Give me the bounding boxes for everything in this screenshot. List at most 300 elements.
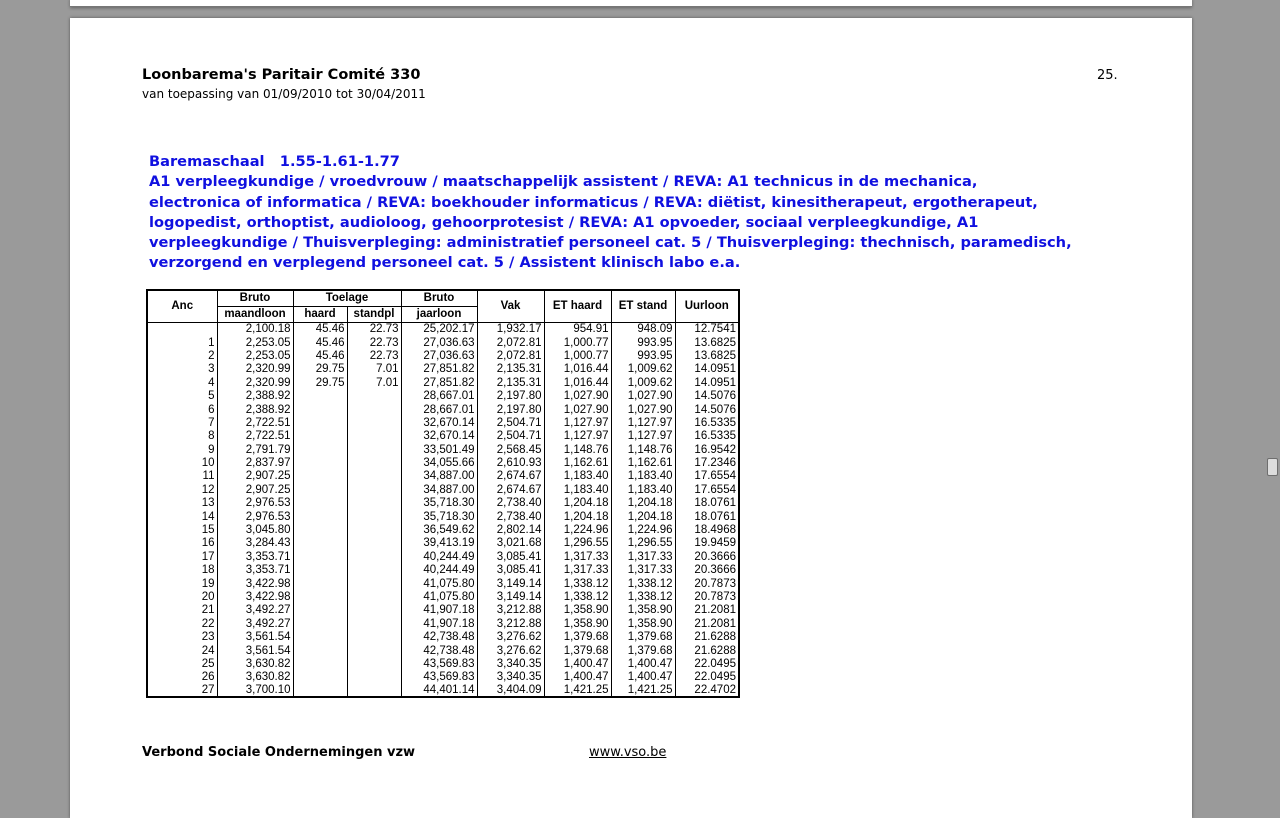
table-cell: 7.01	[347, 376, 401, 389]
table-cell: 2,722.51	[217, 430, 293, 443]
table-row	[147, 510, 739, 523]
table-cell: 2,837.97	[217, 456, 293, 469]
table-cell: 27,851.82	[401, 363, 477, 376]
table-cell: 1,338.12	[544, 590, 611, 603]
table-cell	[347, 630, 401, 643]
table-cell: 41,907.18	[401, 604, 477, 617]
table-cell: 1,162.61	[544, 456, 611, 469]
table-cell: 21.6288	[675, 630, 739, 643]
table-cell: 1,421.25	[611, 684, 675, 697]
table-cell	[347, 617, 401, 630]
table-cell: 1,127.97	[611, 430, 675, 443]
table-cell: 954.91	[544, 323, 611, 336]
table-cell: 993.95	[611, 336, 675, 349]
table-cell	[347, 644, 401, 657]
scale-heading: Baremaschaal 1.55-1.61-1.77	[149, 153, 400, 170]
table-cell: 13.6825	[675, 349, 739, 362]
table-cell: 2,197.80	[477, 389, 544, 402]
table-cell	[293, 443, 347, 456]
table-cell: 1,296.55	[611, 537, 675, 550]
table-cell: 1,127.97	[544, 416, 611, 429]
table-cell: 21.2081	[675, 604, 739, 617]
table-cell	[347, 443, 401, 456]
document-page	[70, 18, 1192, 818]
col-header-jaarloon: jaarloon	[401, 307, 477, 323]
table-cell: 2,976.53	[217, 510, 293, 523]
table-cell: 35,718.30	[401, 510, 477, 523]
table-cell: 44,401.14	[401, 684, 477, 697]
table-cell: 27	[147, 684, 217, 697]
table-cell: 39,413.19	[401, 537, 477, 550]
table-cell	[347, 456, 401, 469]
table-cell: 22.73	[347, 349, 401, 362]
table-cell: 1,148.76	[544, 443, 611, 456]
table-cell: 2	[147, 349, 217, 362]
table-cell: 9	[147, 443, 217, 456]
table-cell: 26	[147, 671, 217, 684]
table-cell: 29.75	[293, 363, 347, 376]
table-cell: 3,492.27	[217, 604, 293, 617]
table-cell: 3,561.54	[217, 644, 293, 657]
table-cell: 17.2346	[675, 456, 739, 469]
table-row	[147, 604, 739, 617]
table-cell: 3,353.71	[217, 564, 293, 577]
col-header-standpl: standpl	[347, 307, 401, 323]
table-cell: 1,317.33	[611, 550, 675, 563]
table-cell	[293, 684, 347, 697]
table-cell: 2,072.81	[477, 349, 544, 362]
table-cell: 16.9542	[675, 443, 739, 456]
table-row	[147, 376, 739, 389]
table-cell: 25	[147, 657, 217, 670]
table-cell	[347, 590, 401, 603]
table-row	[147, 590, 739, 603]
table-cell	[293, 550, 347, 563]
table-cell	[293, 497, 347, 510]
table-cell	[347, 416, 401, 429]
table-cell	[147, 323, 217, 336]
table-cell: 993.95	[611, 349, 675, 362]
table-cell: 40,244.49	[401, 564, 477, 577]
table-cell: 28,667.01	[401, 389, 477, 402]
table-cell: 3,340.35	[477, 671, 544, 684]
table-row	[147, 684, 739, 697]
table-cell: 1,338.12	[611, 590, 675, 603]
table-cell: 41,907.18	[401, 617, 477, 630]
table-cell: 7.01	[347, 363, 401, 376]
table-cell: 1,400.47	[544, 671, 611, 684]
scale-line: A1 verpleegkundige / vroedvrouw / maatschappelijk assistent / REVA: A1 technicus in de mechanica,	[149, 173, 978, 191]
table-cell: 1,379.68	[544, 630, 611, 643]
table-cell: 3,422.98	[217, 590, 293, 603]
table-cell: 22.0495	[675, 657, 739, 670]
table-cell: 3,149.14	[477, 590, 544, 603]
table-cell: 1,016.44	[544, 363, 611, 376]
col-header-bruto-maand: Bruto	[217, 290, 293, 307]
col-header-uurloon: Uurloon	[675, 290, 739, 323]
table-cell: 28,667.01	[401, 403, 477, 416]
table-cell: 15	[147, 523, 217, 536]
table-cell: 34,887.00	[401, 483, 477, 496]
table-cell: 34,055.66	[401, 456, 477, 469]
col-header-toelage: Toelage	[293, 290, 401, 307]
table-cell	[347, 389, 401, 402]
table-cell	[347, 497, 401, 510]
table-cell: 21.6288	[675, 644, 739, 657]
col-header-vak: Vak	[477, 290, 544, 323]
table-cell	[293, 644, 347, 657]
table-cell: 948.09	[611, 323, 675, 336]
table-cell: 21.2081	[675, 617, 739, 630]
table-cell	[347, 470, 401, 483]
table-cell: 2,610.93	[477, 456, 544, 469]
table-cell: 1,204.18	[544, 497, 611, 510]
table-cell: 42,738.48	[401, 644, 477, 657]
table-cell: 1,204.18	[544, 510, 611, 523]
table-cell: 1,296.55	[544, 537, 611, 550]
table-row	[147, 363, 739, 376]
table-cell	[293, 483, 347, 496]
table-cell	[293, 577, 347, 590]
table-cell: 1	[147, 336, 217, 349]
vertical-scrollbar[interactable]	[1266, 0, 1280, 800]
scale-line: verzorgend en verplegend personeel cat. 5 / Assistent klinisch labo e.a.	[149, 254, 741, 272]
table-cell: 1,338.12	[544, 577, 611, 590]
table-cell: 2,197.80	[477, 403, 544, 416]
table-cell: 1,379.68	[611, 644, 675, 657]
table-cell: 22.73	[347, 336, 401, 349]
table-cell	[347, 604, 401, 617]
table-cell: 1,000.77	[544, 349, 611, 362]
table-cell: 1,338.12	[611, 577, 675, 590]
table-cell: 1,148.76	[611, 443, 675, 456]
table-cell: 1,183.40	[544, 483, 611, 496]
table-cell: 3,422.98	[217, 577, 293, 590]
table-cell	[293, 657, 347, 670]
table-cell: 2,907.25	[217, 470, 293, 483]
col-header-et-stand: ET stand	[611, 290, 675, 323]
table-cell: 2,100.18	[217, 323, 293, 336]
table-cell: 45.46	[293, 336, 347, 349]
table-cell: 1,400.47	[611, 671, 675, 684]
table-cell: 2,320.99	[217, 376, 293, 389]
table-cell: 12	[147, 483, 217, 496]
table-cell	[347, 537, 401, 550]
scale-line: logopedist, orthoptist, audioloog, gehoorprotesist / REVA: A1 opvoeder, sociaal verpleegkundige, A1	[149, 213, 979, 231]
table-row	[147, 470, 739, 483]
table-cell	[293, 630, 347, 643]
table-cell	[347, 403, 401, 416]
table-cell: 40,244.49	[401, 550, 477, 563]
table-cell	[293, 430, 347, 443]
validity-period: van toepassing van 01/09/2010 tot 30/04/2011	[142, 87, 426, 101]
page-title: Loonbarema's Paritair Comité 330	[142, 67, 421, 83]
table-cell: 3,149.14	[477, 577, 544, 590]
table-cell: 1,183.40	[611, 470, 675, 483]
table-cell: 1,932.17	[477, 323, 544, 336]
table-row	[147, 497, 739, 510]
table-cell: 16.5335	[675, 416, 739, 429]
table-cell: 25,202.17	[401, 323, 477, 336]
table-row	[147, 323, 739, 336]
table-cell	[347, 523, 401, 536]
scale-description	[149, 152, 1109, 274]
table-cell: 3,212.88	[477, 604, 544, 617]
footer-link[interactable]: www.vso.be	[589, 745, 667, 760]
table-cell: 2,135.31	[477, 376, 544, 389]
table-cell	[347, 684, 401, 697]
table-cell: 1,400.47	[611, 657, 675, 670]
table-cell	[293, 671, 347, 684]
table-cell: 14.0951	[675, 363, 739, 376]
table-cell: 3,021.68	[477, 537, 544, 550]
col-header-anc: Anc	[147, 290, 217, 323]
table-cell: 12.7541	[675, 323, 739, 336]
previous-page-edge	[70, 0, 1192, 7]
table-cell: 7	[147, 416, 217, 429]
table-cell: 18.4968	[675, 523, 739, 536]
table-cell: 2,976.53	[217, 497, 293, 510]
table-cell: 45.46	[293, 323, 347, 336]
table-cell: 20.7873	[675, 590, 739, 603]
table-cell: 1,224.96	[544, 523, 611, 536]
table-row	[147, 671, 739, 684]
table-cell: 3,284.43	[217, 537, 293, 550]
table-cell: 19.9459	[675, 537, 739, 550]
table-cell: 3,404.09	[477, 684, 544, 697]
table-cell: 2,802.14	[477, 523, 544, 536]
table-cell: 20.3666	[675, 564, 739, 577]
table-cell: 17.6554	[675, 483, 739, 496]
table-cell: 1,009.62	[611, 376, 675, 389]
table-cell: 3,276.62	[477, 644, 544, 657]
table-cell	[293, 510, 347, 523]
table-cell: 18.0761	[675, 510, 739, 523]
table-cell: 1,027.90	[544, 403, 611, 416]
col-header-bruto-jaar: Bruto	[401, 290, 477, 307]
table-cell: 1,183.40	[611, 483, 675, 496]
table-cell: 1,027.90	[544, 389, 611, 402]
table-cell: 3,353.71	[217, 550, 293, 563]
table-row	[147, 564, 739, 577]
table-cell: 1,224.96	[611, 523, 675, 536]
table-cell	[293, 456, 347, 469]
table-cell: 3	[147, 363, 217, 376]
table-cell	[293, 389, 347, 402]
table-cell: 22.0495	[675, 671, 739, 684]
table-cell: 1,027.90	[611, 403, 675, 416]
table-row	[147, 537, 739, 550]
table-cell: 32,670.14	[401, 416, 477, 429]
table-cell: 33,501.49	[401, 443, 477, 456]
table-row	[147, 336, 739, 349]
table-cell: 1,016.44	[544, 376, 611, 389]
table-cell: 2,072.81	[477, 336, 544, 349]
table-row	[147, 577, 739, 590]
table-cell: 6	[147, 403, 217, 416]
table-cell: 3,630.82	[217, 657, 293, 670]
footer-organisation: Verbond Sociale Ondernemingen vzw	[142, 745, 416, 760]
table-cell: 22	[147, 617, 217, 630]
table-row	[147, 644, 739, 657]
table-cell: 1,204.18	[611, 497, 675, 510]
table-cell: 22.4702	[675, 684, 739, 697]
table-cell: 3,085.41	[477, 564, 544, 577]
table-cell: 13	[147, 497, 217, 510]
table-cell: 2,738.40	[477, 497, 544, 510]
table-cell: 2,504.71	[477, 416, 544, 429]
table-cell: 14.5076	[675, 389, 739, 402]
scale-line: electronica of informatica / REVA: boekhouder informaticus / REVA: diëtist, kinesitherapeut, ergotherapeut,	[149, 193, 1038, 211]
table-cell	[293, 617, 347, 630]
table-cell: 29.75	[293, 376, 347, 389]
table-cell: 20.7873	[675, 577, 739, 590]
table-row	[147, 416, 739, 429]
table-row	[147, 443, 739, 456]
table-row	[147, 617, 739, 630]
table-cell: 22.73	[347, 323, 401, 336]
table-cell: 17	[147, 550, 217, 563]
table-cell: 3,492.27	[217, 617, 293, 630]
table-cell: 2,388.92	[217, 389, 293, 402]
table-cell: 2,674.67	[477, 470, 544, 483]
table-cell: 1,204.18	[611, 510, 675, 523]
table-cell	[293, 403, 347, 416]
table-cell: 14.5076	[675, 403, 739, 416]
table-cell: 10	[147, 456, 217, 469]
table-cell: 1,317.33	[611, 564, 675, 577]
table-row	[147, 657, 739, 670]
table-cell: 16	[147, 537, 217, 550]
table-cell: 1,400.47	[544, 657, 611, 670]
table-cell: 1,317.33	[544, 564, 611, 577]
table-row	[147, 456, 739, 469]
scale-line: verpleegkundige / Thuisverpleging: administratief personeel cat. 5 / Thuisverpleging: thechnisch, paramedisch,	[149, 234, 1072, 252]
table-cell: 1,127.97	[544, 430, 611, 443]
table-cell: 3,630.82	[217, 671, 293, 684]
salary-table	[146, 289, 740, 698]
table-cell: 1,358.90	[544, 617, 611, 630]
table-cell	[293, 604, 347, 617]
table-cell: 43,569.83	[401, 657, 477, 670]
table-cell: 16.5335	[675, 430, 739, 443]
table-cell: 24	[147, 644, 217, 657]
table-cell	[347, 430, 401, 443]
table-cell: 17.6554	[675, 470, 739, 483]
table-cell: 21	[147, 604, 217, 617]
table-cell: 1,379.68	[544, 644, 611, 657]
table-cell: 18.0761	[675, 497, 739, 510]
table-cell: 2,722.51	[217, 416, 293, 429]
table-cell	[347, 657, 401, 670]
table-row	[147, 630, 739, 643]
table-cell: 3,561.54	[217, 630, 293, 643]
table-cell	[347, 564, 401, 577]
table-cell: 3,045.80	[217, 523, 293, 536]
table-cell: 3,085.41	[477, 550, 544, 563]
table-cell: 1,358.90	[611, 617, 675, 630]
table-cell: 32,670.14	[401, 430, 477, 443]
table-cell	[347, 510, 401, 523]
table-row	[147, 523, 739, 536]
table-cell: 2,791.79	[217, 443, 293, 456]
col-header-et-haard: ET haard	[544, 290, 611, 323]
table-cell: 8	[147, 430, 217, 443]
table-cell: 42,738.48	[401, 630, 477, 643]
table-cell	[347, 671, 401, 684]
table-row	[147, 550, 739, 563]
scrollbar-thumb[interactable]	[1267, 458, 1278, 476]
table-cell	[347, 483, 401, 496]
table-row	[147, 389, 739, 402]
table-cell: 35,718.30	[401, 497, 477, 510]
table-cell: 1,358.90	[611, 604, 675, 617]
table-cell	[293, 523, 347, 536]
table-cell	[347, 550, 401, 563]
table-cell: 3,212.88	[477, 617, 544, 630]
table-cell: 19	[147, 577, 217, 590]
table-cell: 2,135.31	[477, 363, 544, 376]
table-cell: 1,000.77	[544, 336, 611, 349]
table-cell	[293, 416, 347, 429]
table-cell: 1,009.62	[611, 363, 675, 376]
table-row	[147, 483, 739, 496]
table-cell: 1,127.97	[611, 416, 675, 429]
table-cell: 5	[147, 389, 217, 402]
table-cell	[293, 564, 347, 577]
table-cell: 45.46	[293, 349, 347, 362]
table-cell: 14	[147, 510, 217, 523]
table-cell: 1,358.90	[544, 604, 611, 617]
table-cell	[293, 537, 347, 550]
table-cell: 43,569.83	[401, 671, 477, 684]
col-header-haard: haard	[293, 307, 347, 323]
table-cell: 2,253.05	[217, 349, 293, 362]
table-cell: 2,907.25	[217, 483, 293, 496]
table-cell: 11	[147, 470, 217, 483]
table-cell: 2,738.40	[477, 510, 544, 523]
table-cell	[293, 470, 347, 483]
table-cell: 3,700.10	[217, 684, 293, 697]
table-cell: 4	[147, 376, 217, 389]
table-cell: 34,887.00	[401, 470, 477, 483]
table-row	[147, 430, 739, 443]
table-cell	[347, 577, 401, 590]
page-number: 25.	[1097, 68, 1118, 83]
table-cell: 20.3666	[675, 550, 739, 563]
salary-table-body	[147, 323, 739, 698]
table-cell: 27,036.63	[401, 349, 477, 362]
table-cell: 1,379.68	[611, 630, 675, 643]
table-cell: 41,075.80	[401, 590, 477, 603]
table-cell: 1,183.40	[544, 470, 611, 483]
table-cell: 2,253.05	[217, 336, 293, 349]
table-cell	[293, 590, 347, 603]
table-cell: 23	[147, 630, 217, 643]
table-cell: 13.6825	[675, 336, 739, 349]
table-cell: 20	[147, 590, 217, 603]
table-cell: 3,340.35	[477, 657, 544, 670]
table-cell: 3,276.62	[477, 630, 544, 643]
table-cell: 18	[147, 564, 217, 577]
col-header-maandloon: maandloon	[217, 307, 293, 323]
table-cell: 27,851.82	[401, 376, 477, 389]
table-cell: 1,027.90	[611, 389, 675, 402]
table-cell: 1,317.33	[544, 550, 611, 563]
table-row	[147, 349, 739, 362]
table-cell: 2,674.67	[477, 483, 544, 496]
table-cell: 2,320.99	[217, 363, 293, 376]
